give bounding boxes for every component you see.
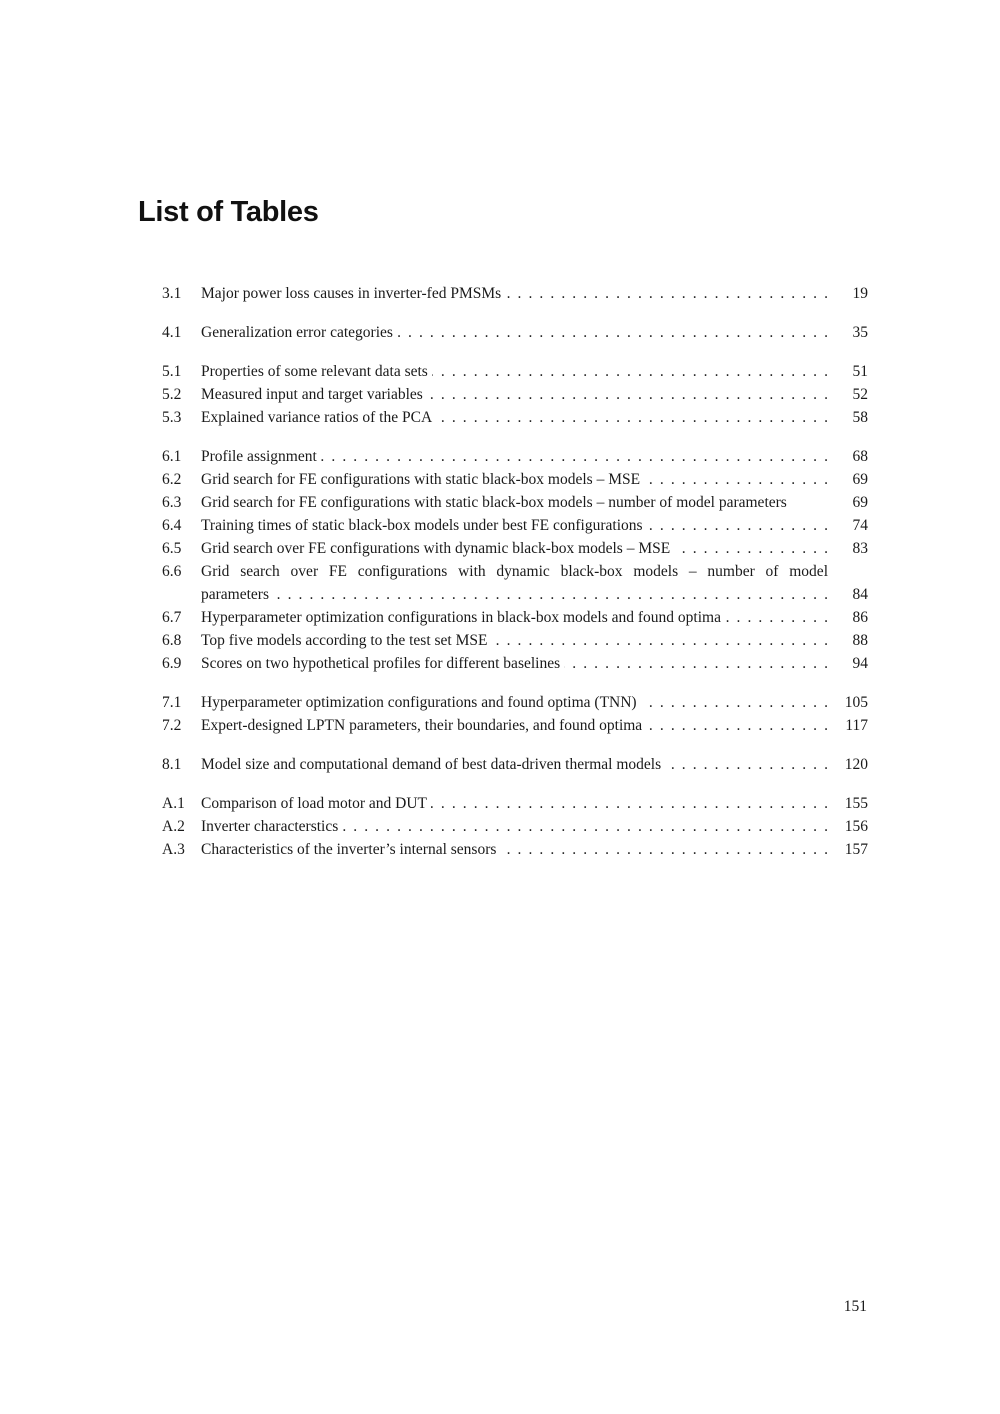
toc-entry[interactable] xyxy=(162,815,868,838)
table-number: 6.2 xyxy=(162,471,182,488)
table-caption: Properties of some relevant data sets xyxy=(201,363,428,380)
page-reference: 69 xyxy=(852,471,868,488)
toc-entry[interactable] xyxy=(162,468,868,491)
toc-entry[interactable] xyxy=(162,282,868,305)
dot-leader xyxy=(431,792,828,815)
toc-entry[interactable] xyxy=(162,838,868,861)
dot-leader xyxy=(491,629,828,652)
page-reference: 120 xyxy=(844,756,868,773)
page-reference: 94 xyxy=(852,655,868,672)
dot-leader xyxy=(564,652,828,675)
dot-leader xyxy=(725,606,828,629)
page-reference: 156 xyxy=(844,818,868,835)
toc-entry[interactable] xyxy=(162,691,868,714)
table-number: 6.1 xyxy=(162,448,182,465)
table-caption: Profile assignment xyxy=(201,448,317,465)
table-caption: Inverter characterstics xyxy=(201,818,339,835)
page-reference: 68 xyxy=(852,448,868,465)
page-reference: 74 xyxy=(852,517,868,534)
toc-entry[interactable] xyxy=(162,753,868,776)
toc-entry[interactable] xyxy=(162,652,868,675)
toc-group xyxy=(162,792,868,861)
page-reference: 105 xyxy=(844,694,868,711)
dot-leader xyxy=(500,838,828,861)
table-caption: Expert-designed LPTN parameters, their boundaries, and found optima xyxy=(201,717,643,734)
table-caption: Explained variance ratios of the PCA xyxy=(201,409,433,426)
toc-group xyxy=(162,753,868,776)
table-caption: parameters xyxy=(201,586,269,603)
dot-leader xyxy=(273,583,828,606)
page-number: 151 xyxy=(843,1298,867,1315)
dot-leader xyxy=(505,282,828,305)
toc-entry[interactable] xyxy=(162,629,868,652)
table-number: 7.2 xyxy=(162,717,182,734)
toc-entry[interactable] xyxy=(162,560,868,606)
toc-entry[interactable] xyxy=(162,383,868,406)
table-number: A.1 xyxy=(162,795,185,812)
table-number: A.3 xyxy=(162,841,185,858)
page-reference: 117 xyxy=(845,717,868,734)
table-caption: Grid search for FE configurations with static black-box models – number of model parameters xyxy=(201,494,787,511)
toc-entry[interactable] xyxy=(162,445,868,468)
dot-leader xyxy=(321,445,828,468)
page-reference: 84 xyxy=(852,586,868,603)
dot-leader xyxy=(646,714,828,737)
toc-entry[interactable] xyxy=(162,714,868,737)
toc-group xyxy=(162,445,868,675)
page-reference: 58 xyxy=(852,409,868,426)
toc-entry[interactable] xyxy=(162,360,868,383)
table-caption: Scores on two hypothetical profiles for different baselines xyxy=(201,655,561,672)
toc-entry[interactable] xyxy=(162,321,868,344)
table-caption: Measured input and target variables xyxy=(201,386,423,403)
table-number: 5.1 xyxy=(162,363,182,380)
dot-leader xyxy=(641,691,828,714)
page-reference: 88 xyxy=(852,632,868,649)
page-reference: 51 xyxy=(852,363,868,380)
page-title: List of Tables xyxy=(138,196,319,228)
table-number: A.2 xyxy=(162,818,185,835)
table-number: 5.3 xyxy=(162,409,182,426)
toc-group xyxy=(162,282,868,305)
dot-leader xyxy=(342,815,828,838)
table-number: 6.6 xyxy=(162,563,182,580)
toc-entry[interactable] xyxy=(162,792,868,815)
table-caption: Generalization error categories xyxy=(201,324,393,341)
table-caption: Major power loss causes in inverter-fed PMSMs xyxy=(201,285,502,302)
dot-leader xyxy=(432,360,828,383)
toc-entry[interactable] xyxy=(162,537,868,560)
table-number: 5.2 xyxy=(162,386,182,403)
table-caption: Hyperparameter optimization configurations in black-box models and found optima xyxy=(201,609,721,626)
toc-entry[interactable] xyxy=(162,514,868,537)
table-number: 3.1 xyxy=(162,285,182,302)
dot-leader xyxy=(436,406,828,429)
table-number: 8.1 xyxy=(162,756,182,773)
page-reference: 52 xyxy=(852,386,868,403)
table-caption: Comparison of load motor and DUT xyxy=(201,795,428,812)
page-reference: 83 xyxy=(852,540,868,557)
toc-group xyxy=(162,691,868,737)
table-number: 6.3 xyxy=(162,494,182,511)
table-number: 6.4 xyxy=(162,517,182,534)
page-reference: 69 xyxy=(852,494,868,511)
dot-leader xyxy=(427,383,828,406)
dot-leader xyxy=(665,753,828,776)
dot-leader xyxy=(644,468,828,491)
table-caption: Model size and computational demand of best data-driven thermal models xyxy=(201,756,662,773)
table-caption: Training times of static black-box models under best FE configurations xyxy=(201,517,643,534)
toc-group xyxy=(162,321,868,344)
table-caption: Grid search over FE configurations with dynamic black-box models – MSE xyxy=(201,540,671,557)
table-number: 6.8 xyxy=(162,632,182,649)
table-number: 7.1 xyxy=(162,694,182,711)
page-reference: 157 xyxy=(844,841,868,858)
toc-entry[interactable] xyxy=(162,406,868,429)
toc-entry[interactable] xyxy=(162,491,868,514)
table-caption: Grid search for FE configurations with static black-box models – MSE xyxy=(201,471,641,488)
dot-leader xyxy=(397,321,828,344)
table-number: 4.1 xyxy=(162,324,182,341)
toc-entry[interactable] xyxy=(162,606,868,629)
table-caption: Hyperparameter optimization configurations and found optima (TNN) xyxy=(201,694,637,711)
table-number: 6.7 xyxy=(162,609,182,626)
table-number: 6.5 xyxy=(162,540,182,557)
table-number: 6.9 xyxy=(162,655,182,672)
table-caption: Grid search over FE configurations with dynamic black-box models – number of model xyxy=(201,563,828,580)
dot-leader xyxy=(674,537,828,560)
page-reference: 19 xyxy=(852,285,868,302)
table-caption: Characteristics of the inverter’s internal sensors xyxy=(201,841,497,858)
page-reference: 155 xyxy=(844,795,868,812)
dot-leader xyxy=(647,514,828,537)
page-reference: 35 xyxy=(852,324,868,341)
list-of-tables xyxy=(162,282,868,877)
page-reference: 86 xyxy=(852,609,868,626)
toc-group xyxy=(162,360,868,429)
table-caption: Top five models according to the test set MSE xyxy=(201,632,488,649)
